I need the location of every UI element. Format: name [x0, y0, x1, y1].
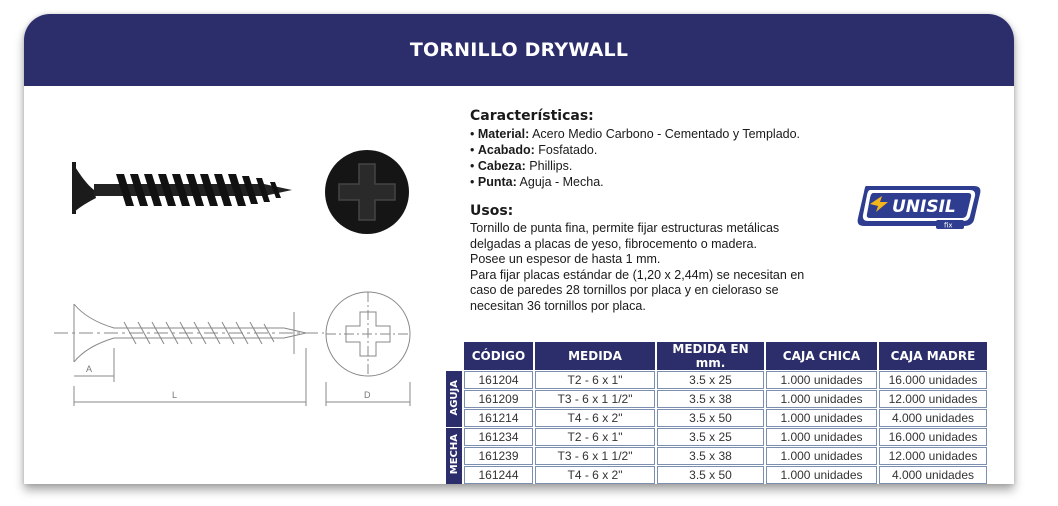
col-header-medida: MEDIDA [535, 342, 655, 370]
screw-technical-drawing [54, 304, 324, 406]
cell-caja-chica: 1.000 unidades [766, 390, 877, 408]
table-row [446, 428, 987, 446]
cell-codigo: 161239 [464, 447, 533, 465]
table-row [446, 371, 987, 389]
product-table-wrap [444, 341, 989, 484]
cell-caja-chica: 1.000 unidades [766, 428, 877, 446]
cell-codigo: 161209 [464, 390, 533, 408]
cell-codigo: 161214 [464, 409, 533, 427]
cell-caja-chica: 1.000 unidades [766, 447, 877, 465]
usos-line: Para fijar placas estándar de (1,20 x 2,44m) se necesitan en [470, 267, 805, 282]
features-title: Características: [470, 108, 594, 124]
cell-caja-madre: 4.000 unidades [879, 466, 987, 484]
table-row [446, 409, 987, 427]
cell-medida: T2 - 6 x 1" [535, 428, 655, 446]
usos-section [470, 203, 890, 314]
usos-line: Tornillo de punta fina, permite fijar estructuras metálicas [470, 221, 780, 235]
table-header-row [446, 342, 987, 370]
page-title: TORNILLO DRYWALL [409, 39, 629, 61]
cell-caja-chica: 1.000 unidades [766, 371, 877, 389]
product-card [24, 14, 1014, 484]
cell-codigo: 161234 [464, 428, 533, 446]
table-row [446, 390, 987, 408]
cell-medida: T4 - 6 x 2" [535, 409, 655, 427]
screw-head-image [325, 150, 409, 234]
cell-caja-madre: 16.000 unidades [879, 428, 987, 446]
cell-medida: T3 - 6 x 1 1/2" [535, 390, 655, 408]
cell-medida: T3 - 6 x 1 1/2" [535, 447, 655, 465]
feature-cabeza: • Cabeza: Phillips. [470, 159, 573, 173]
logo-brand-text: UNISIL [892, 197, 956, 217]
description-section [470, 108, 890, 314]
cell-medida-mm: 3.5 x 38 [657, 390, 764, 408]
feature-material: • Material: Acero Medio Carbono - Cementado y Templado. [470, 127, 801, 141]
usos-line: caso de paredes 28 tornillos por placa y en cieloraso se [470, 283, 779, 297]
usos-title: Usos: [470, 203, 514, 219]
feature-acabado: • Acabado: Fosfatado. [470, 143, 598, 157]
feature-punta: • Punta: Aguja - Mecha. [470, 175, 604, 189]
cell-medida: T4 - 6 x 2" [535, 466, 655, 484]
logo-sub-text: fix [944, 221, 953, 230]
usos-line: Posee un espesor de hasta 1 mm. [470, 252, 661, 266]
header-bar [24, 14, 1014, 86]
dimension-label-a: A [86, 364, 93, 374]
usos-line: delgadas a placas de yeso, fibrocemento o madera. [470, 236, 757, 251]
col-header-caja-chica: CAJA CHICA [766, 342, 877, 370]
head-technical-drawing [326, 292, 410, 406]
product-table [444, 341, 989, 484]
group-label-mecha: MECHA [446, 428, 462, 484]
cell-caja-madre: 12.000 unidades [879, 447, 987, 465]
col-header-codigo: CÓDIGO [464, 342, 533, 370]
cell-medida-mm: 3.5 x 50 [657, 466, 764, 484]
cell-caja-madre: 12.000 unidades [879, 390, 987, 408]
cell-medida-mm: 3.5 x 25 [657, 371, 764, 389]
cell-medida-mm: 3.5 x 38 [657, 447, 764, 465]
screw-side-image [72, 162, 292, 214]
unisil-logo [856, 182, 984, 230]
screw-drawings [24, 86, 454, 484]
table-row [446, 466, 987, 484]
group-label-aguja: AGUJA [446, 371, 462, 427]
cell-medida-mm: 3.5 x 50 [657, 409, 764, 427]
table-row [446, 447, 987, 465]
cell-caja-madre: 4.000 unidades [879, 409, 987, 427]
col-header-caja-madre: CAJA MADRE [879, 342, 987, 370]
cell-caja-chica: 1.000 unidades [766, 466, 877, 484]
cell-codigo: 161244 [464, 466, 533, 484]
cell-caja-madre: 16.000 unidades [879, 371, 987, 389]
cell-caja-chica: 1.000 unidades [766, 409, 877, 427]
usos-line: necesitan 36 tornillos por placa. [470, 298, 646, 313]
cell-medida: T2 - 6 x 1" [535, 371, 655, 389]
dimension-label-l: L [172, 390, 178, 400]
dimension-label-d: D [364, 390, 371, 400]
col-header-medida-mm: MEDIDA EN mm. [657, 342, 764, 370]
cell-medida-mm: 3.5 x 25 [657, 428, 764, 446]
cell-codigo: 161204 [464, 371, 533, 389]
